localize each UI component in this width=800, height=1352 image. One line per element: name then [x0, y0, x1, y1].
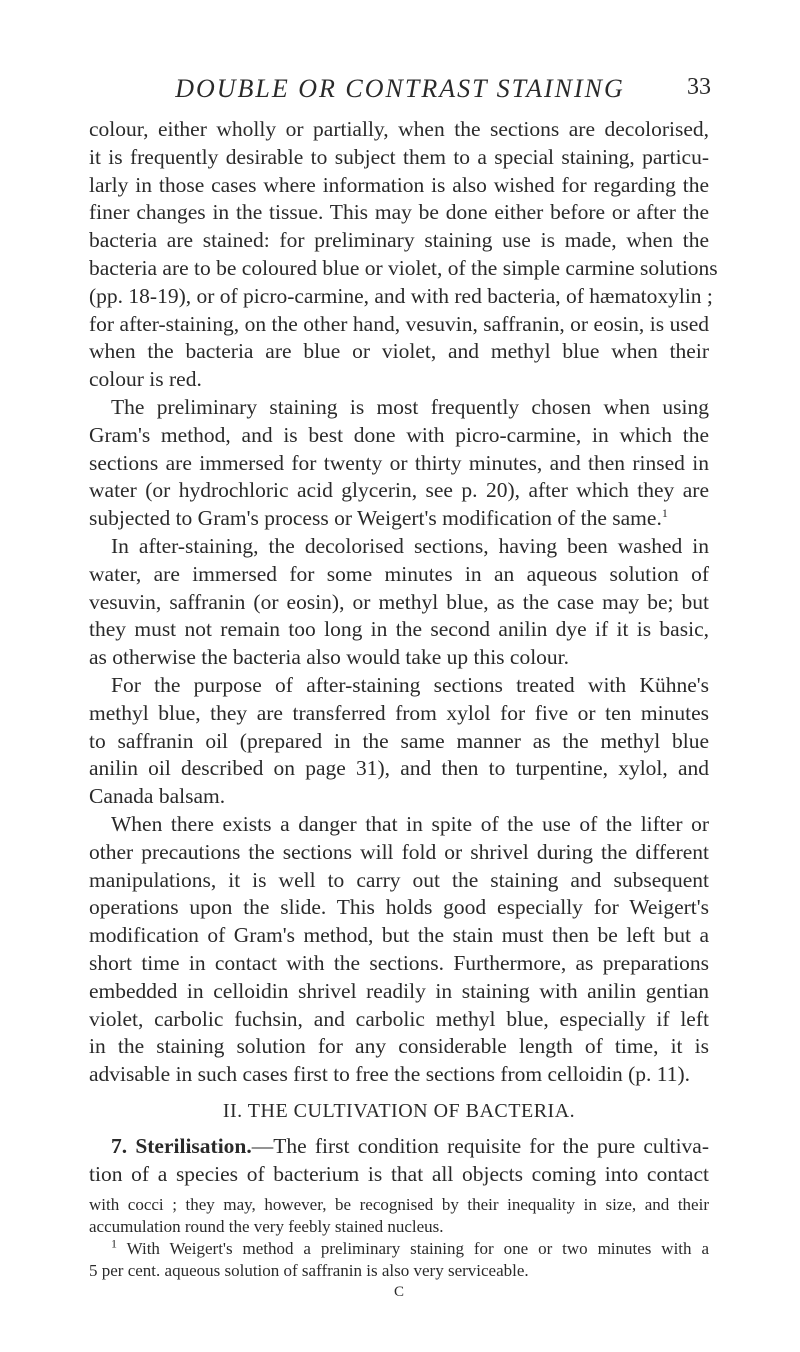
- text-fragment: —The first condition requisite for the pure cultiva-: [251, 1133, 710, 1158]
- footnote-line: 5 per cent. aqueous solution of saffranin is also very serviceable.: [89, 1261, 529, 1281]
- text-line: water, are immersed for some minutes in an aqueous solution of: [89, 561, 709, 586]
- text-fragment: With Weigert's method a preliminary staining for one or two minutes with a: [126, 1239, 709, 1259]
- text-line: [89, 505, 709, 533]
- text-line: larly in those cases where information is also wished for regarding the: [89, 172, 709, 197]
- section-title: Sterilisation.: [135, 1133, 252, 1158]
- text-line: When there exists a danger that in spite of the use of the lifter or: [111, 811, 709, 836]
- footnote-line: with cocci ; they may, however, be recognised by their inequality in size, and their: [89, 1195, 709, 1215]
- text-line: [89, 1133, 709, 1161]
- text-line: as otherwise the bacteria also would take up this colour.: [89, 645, 570, 670]
- page-number: 33: [687, 74, 711, 100]
- text-line: Canada balsam.: [89, 784, 226, 809]
- footnote-number: 1: [111, 1236, 117, 1251]
- page-header: [0, 74, 800, 114]
- text-line: The preliminary staining is most frequently chosen when using: [111, 394, 709, 419]
- text-line: short time in contact with the sections. Furthermore, as preparations: [89, 950, 709, 975]
- text-line: In after-staining, the decolorised sections, having been washed in: [111, 533, 709, 558]
- section-number: 7.: [111, 1133, 128, 1158]
- text-line: sections are immersed for twenty or thirty minutes, and then rinsed in: [89, 450, 709, 475]
- main-text: [89, 116, 718, 1302]
- text-fragment: subjected to Gram's process or Weigert's modification of the same.: [89, 506, 662, 531]
- text-line: modification of Gram's method, but the stain must then be left but a: [89, 923, 709, 948]
- text-line: other precautions the sections will fold or shrivel during the different: [89, 839, 709, 864]
- text-line: methyl blue, they are transferred from xylol for five or ten minutes: [89, 700, 709, 725]
- text-line: embedded in celloidin shrivel readily in staining with anilin gentian: [89, 978, 709, 1003]
- signature-mark: C: [393, 1284, 404, 1301]
- section-heading: II. THE CULTIVATION OF BACTERIA.: [222, 1099, 576, 1122]
- text-line: manipulations, it is well to carry out the staining and subsequent: [89, 867, 709, 892]
- text-line: colour is red.: [89, 367, 202, 392]
- text-line: water (or hydrochloric acid glycerin, see p. 20), after which they are: [89, 478, 709, 503]
- text-line: they must not remain too long in the second anilin dye if it is basic,: [89, 617, 709, 642]
- text-line: vesuvin, saffranin (or eosin), or methyl blue, as the case may be; but: [89, 589, 709, 614]
- footnote-marker: 1: [661, 506, 668, 520]
- text-line: (pp. 18-19), or of picro-carmine, and with red bacteria, of hæmatoxylin ;: [89, 283, 713, 308]
- text-line: anilin oil described on page 31), and then to turpentine, xylol, and: [89, 756, 709, 781]
- text-line: colour, either wholly or partially, when the sections are decolorised,: [89, 117, 709, 141]
- text-line: operations upon the slide. This holds good especially for Weigert's: [89, 895, 709, 920]
- text-line: it is frequently desirable to subject them to a special staining, particu-: [89, 144, 709, 169]
- text-line: advisable in such cases first to free the sections from celloidin (p. 11).: [89, 1062, 691, 1087]
- text-line: For the purpose of after-staining sections treated with Kühne's: [111, 672, 709, 697]
- text-line: tion of a species of bacterium is that all objects coming into contact: [89, 1161, 709, 1186]
- text-line: when the bacteria are blue or violet, and methyl blue when their: [89, 339, 709, 364]
- text-line: to saffranin oil (prepared in the same manner as the methyl blue: [89, 728, 709, 753]
- running-title: DOUBLE OR CONTRAST STAINING: [175, 74, 625, 103]
- text-line: bacteria are stained: for preliminary staining use is made, when the: [89, 228, 709, 253]
- footnote-line: accumulation round the very feebly stained nucleus.: [89, 1217, 444, 1237]
- text-line: violet, carbolic fuchsin, and carbolic methyl blue, especially if left: [89, 1006, 709, 1031]
- text-line: finer changes in the tissue. This may be done either before or after the: [89, 200, 709, 225]
- text-line: Gram's method, and is best done with picro-carmine, in which the: [89, 422, 709, 447]
- text-line: bacteria are to be coloured blue or violet, of the simple carmine solutions: [89, 255, 718, 280]
- text-line: in the staining solution for any considerable length of time, it is: [89, 1034, 709, 1059]
- text-line: for after-staining, on the other hand, vesuvin, saffranin, or eosin, is used: [89, 311, 709, 336]
- footnote-line: [89, 1238, 709, 1260]
